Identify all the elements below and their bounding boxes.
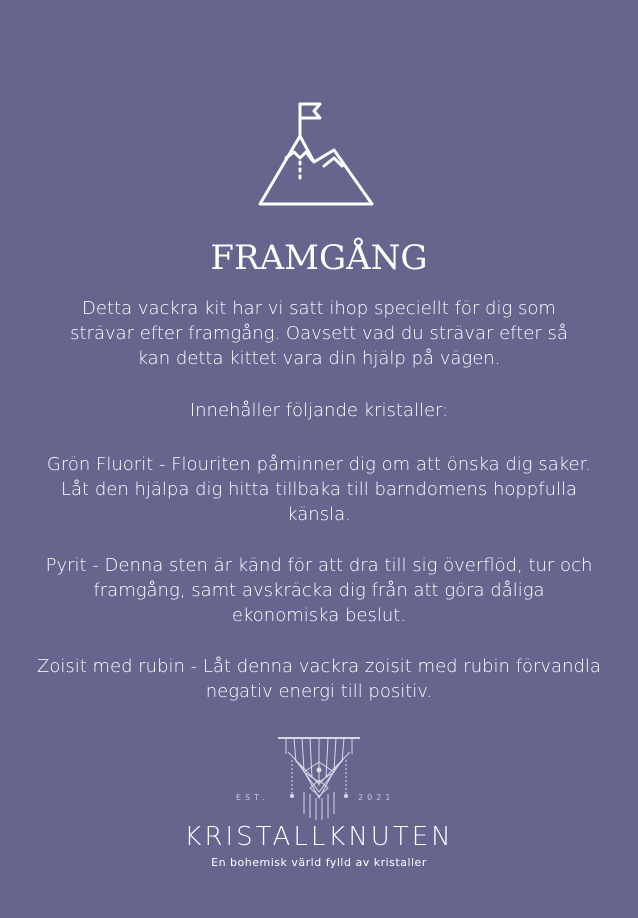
- text-line: kan detta kittet vara din hjälp på vägen.: [137, 348, 501, 369]
- est-label: EST.: [236, 793, 269, 802]
- text-line: Zoisit med rubin - Låt denna vackra zoisit med rubin förvandla: [37, 656, 601, 677]
- text-line: ekonomiska beslut.: [231, 605, 407, 626]
- text-line: strävar efter framgång. Oavsett vad du strävar efter så: [70, 323, 568, 344]
- fluorit-paragraph: [16, 452, 622, 527]
- text-line: Detta vackra kit har vi satt ihop speciellt för dig som: [82, 298, 556, 319]
- text-line: negativ energi till positiv.: [205, 681, 433, 702]
- zoisit-paragraph: [16, 654, 622, 704]
- text-line: Innehåller följande kristaller:: [189, 400, 449, 421]
- text-line: känsla.: [287, 504, 351, 525]
- page-title: FRAMGÅNG: [210, 238, 428, 278]
- pyrit-paragraph: [16, 553, 622, 628]
- text-line: Pyrit - Denna sten är känd för att dra till sig överflöd, tur och: [45, 555, 593, 576]
- brand-tagline: En bohemisk värld fylld av kristaller: [211, 856, 427, 869]
- text-line: Låt den hjälpa dig hitta tillbaka till barndomens hoppfulla: [60, 479, 578, 500]
- macrame-logo-icon: [274, 732, 364, 822]
- intro-paragraph: [16, 296, 622, 371]
- brand-name: KRISTALLKNUTEN: [184, 822, 454, 852]
- mountain-flag-icon: [254, 100, 378, 210]
- text-line: framgång, samt avskräcka dig från att göra dåliga: [93, 580, 545, 601]
- text-line: Grön Fluorit - Flouriten påminner dig om att önska dig saker.: [46, 454, 592, 475]
- year-label: 2021: [358, 793, 395, 802]
- contains-heading: [16, 398, 622, 423]
